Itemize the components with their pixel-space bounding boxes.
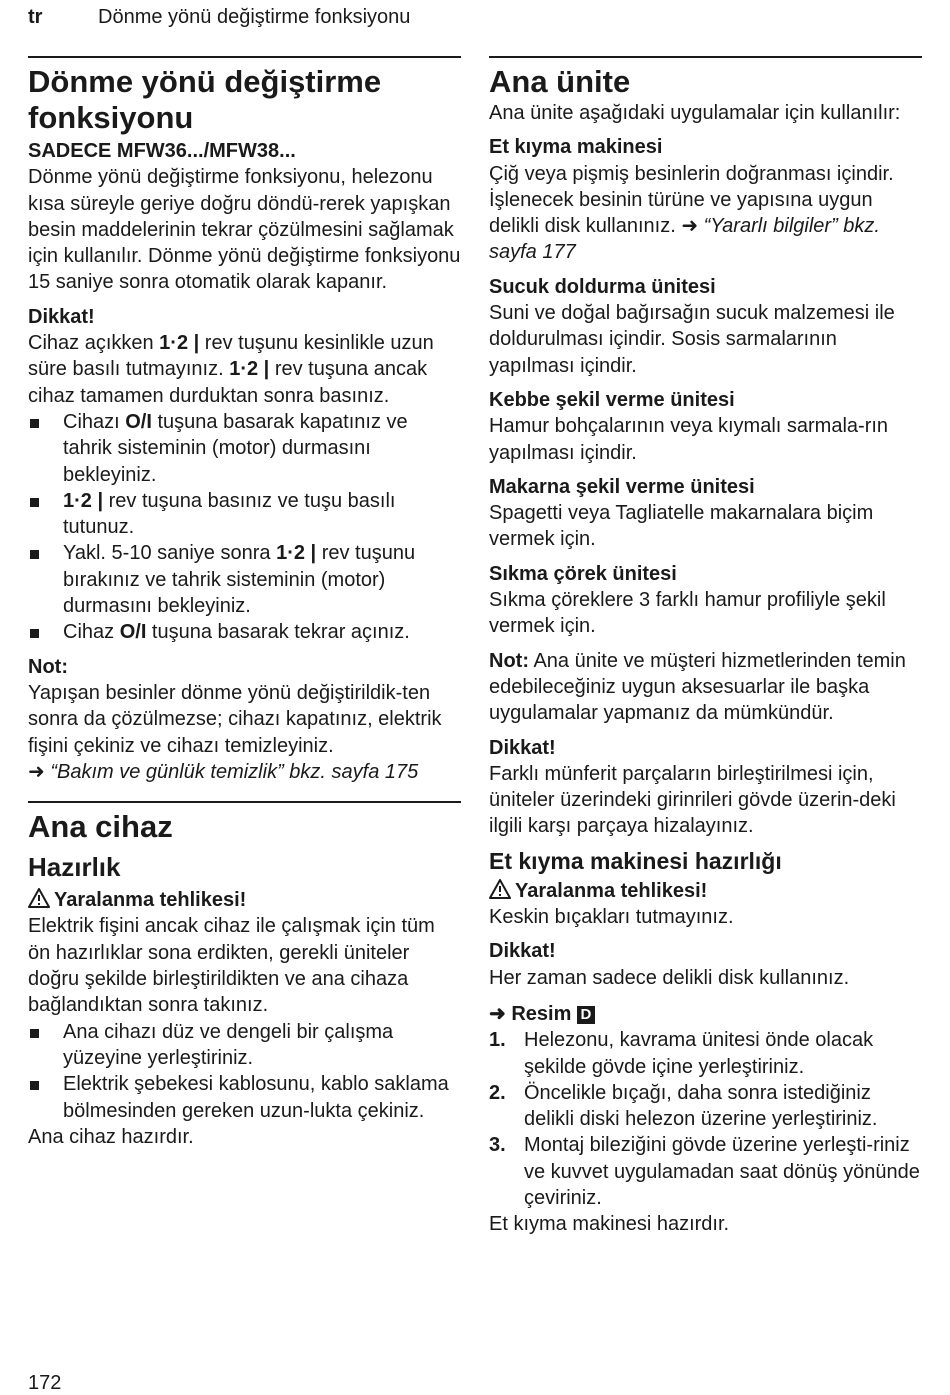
step-list — [28, 1019, 461, 1124]
arrow-right-icon: ➜ — [489, 1002, 506, 1025]
section-rule — [28, 801, 461, 803]
key-symbol: 1·2 | — [229, 358, 270, 381]
note-text: Not: Ana ünite ve müşteri hizmetlerinden temin edebileceğiniz uygun aksesuarlar ile başka uygulamalar yapmanız da mümkündür. — [489, 649, 906, 725]
unit-name: Sıkma çörek ünitesi — [489, 562, 677, 585]
subsection-title: Hazırlık — [28, 852, 121, 883]
right-column — [489, 56, 922, 1238]
language-code: tr — [28, 6, 43, 28]
arrow-right-icon: ➜ — [28, 760, 45, 783]
key-symbol: O/I — [119, 621, 147, 644]
unit-name: Et kıyma makinesi — [489, 136, 663, 159]
list-item: 3. Montaj bileziğini gövde üzerine yerleşti-riniz ve kuvvet uygulamadan saat dönüş yönünde çeviriniz. — [489, 1134, 920, 1209]
key-symbol: O/I — [125, 410, 152, 433]
list-item: 2. Öncelikle bıçağı, daha sonra istediğiniz delikli diski helezon üzerine yerleştiriniz. — [489, 1081, 878, 1131]
running-header — [28, 6, 411, 29]
list-item: Ana cihazı düz ve dengeli bir çalışma yüzeyine yerleştiriniz. — [28, 1019, 461, 1072]
section-title: Ana ünite — [489, 64, 631, 99]
numbered-steps — [489, 1027, 922, 1211]
key-symbol: 1·2 | — [63, 489, 104, 512]
list-item: Cihazı O/I tuşuna basarak kapatınız ve tahrik sisteminin (motor) durmasını bekleyiniz. — [28, 409, 461, 488]
caution-label: Dikkat! — [489, 940, 556, 963]
intro-text: Ana ünite aşağıdaki uygulamalar için kullanılır: — [489, 102, 901, 124]
figure-letter: D — [577, 1006, 595, 1024]
arrow-right-icon: ➜ — [681, 215, 699, 238]
warning-text: Elektrik fişini ancak cihaz ile çalışmak için tüm ön hazırlıklar sona erdikten, gerekli üniteler doğru şekilde birleştirildikten ve ana cihaza bağlandıktan sonra takınız. — [28, 915, 435, 1017]
note-label: Not: — [28, 655, 68, 678]
unit-description: Sıkma çöreklere 3 farklı hamur profiliyle şekil vermek için. — [489, 589, 886, 638]
result-text: Et kıyma makinesi hazırdır. — [489, 1213, 730, 1236]
unit-description: Çiğ veya pişmiş besinlerin doğranması içindir. İşlenecek besinin türüne ve yapısına uygun delikli disk kullanınız. ➜ “Yararlı bilgiler” bkz. sayfa 177 — [489, 162, 894, 264]
warning-triangle-icon — [489, 879, 511, 899]
caution-text: Cihaz açıkken 1·2 | rev tuşunu kesinlikle uzun süre basılı tutmayınız. 1·2 | rev tuşuna ancak cihaz tamamen durduktan sonra basınız. — [28, 332, 434, 407]
section-body: Dönme yönü değiştirme fonksiyonu, helezonu kısa süreyle geriye doğru döndü-rerek yapışkan besin maddelerinin tekrar çözülmesini sağlamak için kullanılır. Dönme yönü değiştirme fonksiyonu 15 saniye sonra otomatik olarak kapanır. — [28, 166, 461, 294]
list-item: Yakl. 5-10 saniye sonra 1·2 | rev tuşunu bırakınız ve tahrik sisteminin (motor) durmasını bekleyiniz. — [28, 540, 461, 619]
caution-text: Her zaman sadece delikli disk kullanınız. — [489, 966, 850, 989]
caution-label: Dikkat! — [28, 305, 95, 328]
unit-name: Sucuk doldurma ünitesi — [489, 275, 716, 298]
unit-name: Makarna şekil verme ünitesi — [489, 475, 755, 498]
list-item: 1. Helezonu, kavrama ünitesi önde olacak şekilde gövde içine yerleştiriniz. — [489, 1029, 874, 1078]
section-rule — [28, 56, 461, 58]
figure-reference: ➜ Resim D — [489, 1001, 922, 1027]
step-list — [28, 409, 461, 646]
warning-triangle-icon — [28, 888, 50, 908]
subsection-title: Et kıyma makinesi hazırlığı — [489, 847, 782, 874]
unit-description: Spagetti veya Tagliatelle makarnalara biçim vermek için. — [489, 502, 874, 551]
model-note: SADECE MFW36.../MFW38... — [28, 140, 296, 162]
cross-reference: ➜ “Bakım ve günlük temizlik” bkz. sayfa 175 — [28, 759, 461, 785]
header-title: Dönme yönü değiştirme fonksiyonu — [98, 6, 411, 28]
unit-description: Hamur bohçalarının veya kıymalı sarmala-rın yapılması içindir. — [489, 415, 889, 464]
unit-name: Kebbe şekil verme ünitesi — [489, 388, 735, 411]
key-symbol: 1·2 | — [276, 542, 317, 565]
list-item: Cihaz O/I tuşuna basarak tekrar açınız. — [28, 619, 461, 645]
note-label: Not: — [489, 649, 529, 672]
warning-heading: Yaralanma tehlikesi! — [28, 887, 461, 913]
result-text: Ana cihaz hazırdır. — [28, 1125, 194, 1148]
unit-description: Suni ve doğal bağırsağın sucuk malzemesi ile doldurulması içindir. Sosis sarmalarının yapılması içindir. — [489, 302, 895, 377]
note-text: Yapışan besinler dönme yönü değiştirildik-ten sonra da çözülmezse; cihazı kapatınız, elektrik fişini çekiniz ve cihazı temizleyiniz. — [28, 681, 442, 757]
page-number: 172 — [28, 1372, 62, 1394]
section-title: Dönme yönü değiştirme fonksiyonu — [28, 64, 382, 135]
warning-text: Keskin bıçakları tutmayınız. — [489, 906, 734, 929]
key-symbol: 1·2 | — [159, 332, 200, 355]
list-item: 1·2 | rev tuşuna basınız ve tuşu basılı tutunuz. — [28, 488, 461, 541]
left-column — [28, 56, 461, 1150]
section-rule — [489, 56, 922, 58]
warning-heading: Yaralanma tehlikesi! — [489, 878, 922, 904]
section-title: Ana cihaz — [28, 809, 173, 845]
list-item: Elektrik şebekesi kablosunu, kablo saklama bölmesinden gereken uzun-lukta çekiniz. — [28, 1071, 461, 1124]
caution-text: Farklı münferit parçaların birleştirilmesi için, üniteler üzerindeki girinrileri gövde üzerin-deki ilgili karşı parçaya hizalayınız. — [489, 762, 896, 838]
caution-label: Dikkat! — [489, 736, 556, 759]
